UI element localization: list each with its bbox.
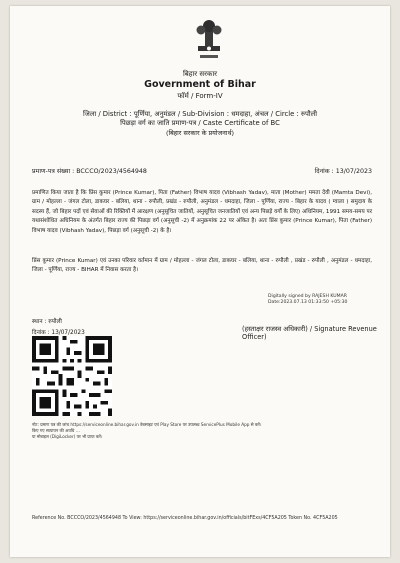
- certificate-page: [10, 6, 390, 557]
- certificate-title: पिछड़ा वर्ग का जाति प्रमाण-पत्र / Caste Certificate of BC: [120, 119, 280, 127]
- state-emblem-icon: [192, 20, 226, 64]
- signature-title: (हस्ताक्षर राजस्व अधिकारी) / Signature Revenue Officer): [242, 325, 377, 341]
- form-number: फॉर्म / Form-IV: [177, 92, 223, 100]
- certificate-paragraph-2: प्रिंस कुमार (Prince Kumar) एवं उनका परिवार वर्तमान में ग्राम / मोहल्ला - जंगल टोला, डाकघर - बलिया, थाना - रुपौली , प्रखंड - रुपौली , अनुमंडल - धमदाहा, जिला - पूर्णिया, राज्य - BIHAR में निवास करता है।: [32, 258, 372, 274]
- state-name-hindi: बिहार सरकार: [182, 70, 218, 78]
- reference-footer: Reference No. BCCCO/2023/4564948 To View: https://serviceonline.bihar.gov.in/officials/bitFExs/4CF5A205 Token No. 4CF5A205: [32, 516, 338, 521]
- certificate-paragraph-1: प्रमाणित किया जाता है कि प्रिंस कुमार (Prince Kumar), पिता (Father) विभाष यादव (Vibhash Yadav), माता (Mother) ममता देवी (Mamta Devi), ग्राम / मोहल्ला - जंगल टोला, डाकघर - बलिया, थाना - रुपौली, प्रखंड - रुपौली, अनुमंडल - धमदाहा, जिला - पूर्णिया, राज्य - बिहार के यादव ( ग्वाला ) समुदाय के सदस्य हैं, जो बिहार पदों एवं सेवाओं की रिक्तियों में आरक्षण (अनुसूचित जातियों, अनुसूचित जनजातियों एवं अन्य पिछड़े वर्गों के लिए) अधिनियम, 1991 समय-समय पर यथासंशोधित अधिनियम के अंतर्गत बिहार राज्य की पिछड़ा वर्ग (अनुसूची -2) में अनुक्रमांक 22 पर अंकित है। अतः प्रिंस कुमार (Prince Kumar), पिता (Father) विभाष यादव (Vibhash Yadav), पिछड़ा वर्ग (अनुसूची -2) के है।: [32, 190, 372, 234]
- digital-signature-date: Date:2023.07.13 01:33:50 +05:30: [268, 300, 348, 305]
- government-title: Government of Bihar: [144, 79, 256, 90]
- verification-note-3: या मोबाइल (DigiLocker) पर भी प्राप्त करें।: [32, 434, 103, 439]
- digital-signature-signer: Digitally signed by RAJESH KUMAR: [268, 294, 347, 299]
- qr-code[interactable]: [32, 336, 112, 416]
- verification-note-2: किए गए सत्यापन की अवधि …: [32, 428, 80, 433]
- location-line: जिला / District : पूर्णिया, अनुमंडल / Sub-Division : धमदाहा, अंचल / Circle : रुपौली: [83, 110, 317, 118]
- digital-signature: [268, 294, 347, 306]
- verification-note: नोट: प्रमाण पत्र की जांच https://serviceonline.bihar.gov.in वेबसाइट एवं Play Store पर उपलब्ध ServicePlus Mobile App से करें।: [32, 422, 262, 427]
- certificate-number: प्रमाण-पत्र संख्या : BCCCO/2023/4564948: [32, 168, 147, 175]
- certificate-date: दिनांक : 13/07/2023: [314, 168, 372, 175]
- place: स्थान : रुपौली: [32, 319, 62, 325]
- certificate-purpose: (बिहार सरकार के प्रयोजनार्थ): [165, 129, 235, 137]
- issue-date: दिनांक : 13/07/2023: [32, 330, 85, 336]
